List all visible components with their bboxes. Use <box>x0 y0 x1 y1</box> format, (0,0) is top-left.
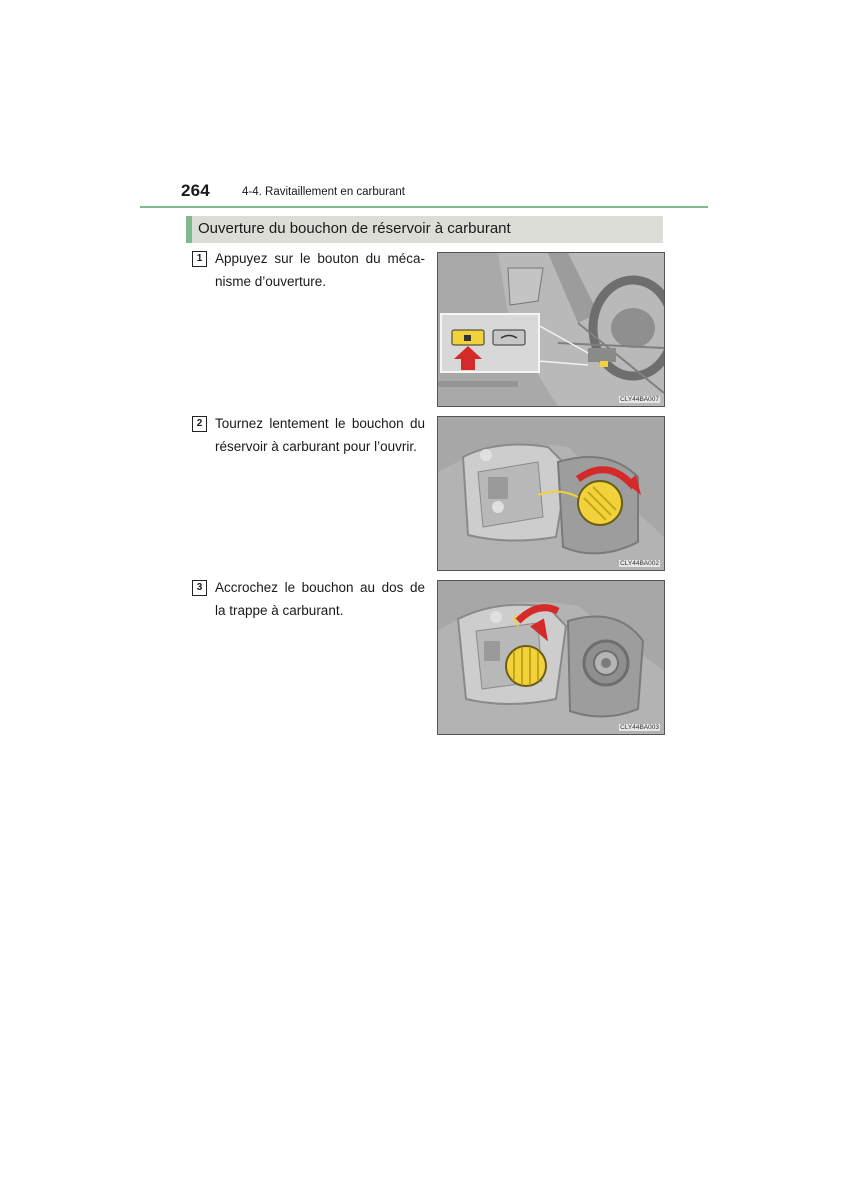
header-divider <box>140 206 708 208</box>
step-number-badge: 2 <box>192 416 207 432</box>
cap-hook-illustration <box>438 581 664 734</box>
step-text: Appuyez sur le bouton du méca-nisme d’ouverture. <box>215 251 425 289</box>
step-text: Tournez lentement le bouchon du réservoir à carburant pour l’ouvrir. <box>215 416 425 454</box>
figure-turn-cap <box>437 416 665 571</box>
section-breadcrumb: 4-4. Ravitaillement en carburant <box>242 186 405 198</box>
step-text: Accrochez le bouchon au dos de la trappe à carburant. <box>215 580 425 618</box>
page-number: 264 <box>181 181 210 200</box>
figure-hang-cap <box>437 580 665 735</box>
step-2 <box>192 412 425 458</box>
figure-code: CLY44BA007 <box>620 396 659 403</box>
title-accent-bar <box>186 216 192 243</box>
dashboard-illustration <box>438 253 664 406</box>
section-title-bar <box>186 216 663 243</box>
step-1 <box>192 247 425 293</box>
step-3 <box>192 576 425 622</box>
section-title: Ouverture du bouchon de réservoir à carburant <box>198 220 511 237</box>
figure-opener-button <box>437 252 665 407</box>
step-number-badge: 3 <box>192 580 207 596</box>
figure-code: CLY44BA003 <box>620 724 659 731</box>
fuel-door-open-illustration <box>438 417 664 570</box>
step-number-badge: 1 <box>192 251 207 267</box>
figure-code: CLY44BA002 <box>620 560 659 567</box>
